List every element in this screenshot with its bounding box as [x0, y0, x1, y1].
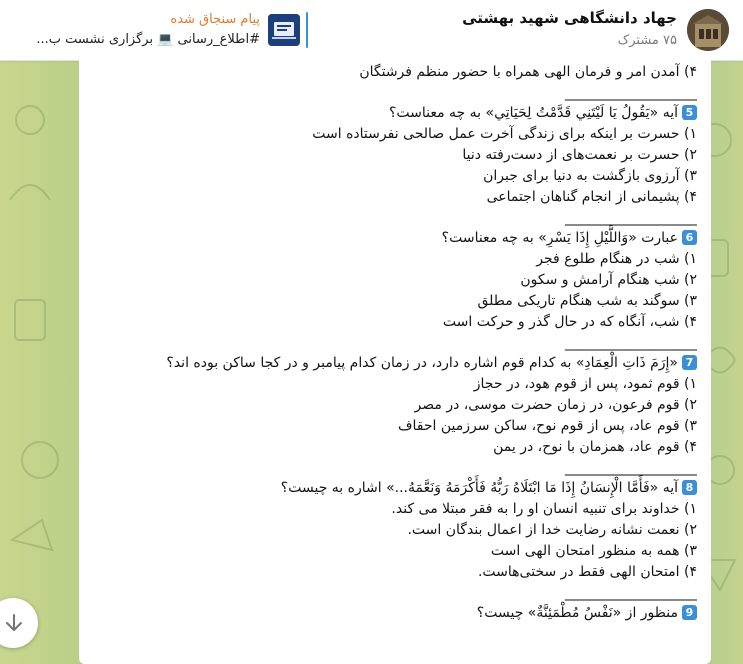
option-text: ۲) حسرت بر نعمت‌های از دست‌رفته دنیا: [462, 147, 697, 163]
option-text: ۳) آرزوی بازگشت به دنیا برای جبران: [483, 168, 697, 184]
question-label: آیه «يَقُولُ يَا لَيْتَنِي قَدَّمْتُ لِحَيَاتِي» به چه معناست؟: [388, 105, 678, 121]
option-text: ۳) همه به منظور امتحان الهی است: [490, 543, 697, 559]
pinned-thumbnail: [268, 14, 300, 46]
pinned-indicator-bar: [306, 12, 308, 48]
question-text: [93, 478, 697, 499]
question-text: [93, 228, 697, 249]
separator-line: ______________________: [565, 85, 697, 101]
option-text: ۱) قوم ثمود، پس از قوم هود، در حجاز: [473, 376, 697, 392]
option-text: ۴) پشیمانی از انجام گناهان اجتماعی: [486, 189, 697, 205]
separator-line: ______________________: [565, 460, 697, 476]
option-text: ۲) نعمت نشانه رضایت خدا از اعمال بندگان است.: [407, 522, 697, 538]
option-text: ۲) قوم فرعون، در زمان حضرت موسی، در مصر: [414, 397, 697, 413]
question-number-badge: 7: [682, 355, 697, 370]
separator-line: ______________________: [565, 210, 697, 226]
message-bubble: [79, 60, 711, 664]
pinned-text: #اطلاع_رسانی 💻 برگزاری نشست ب...: [36, 32, 260, 47]
subscriber-count: ۷۵ مشترک: [617, 33, 677, 48]
option-text: ۲) شب هنگام آرامش و سکون: [520, 272, 697, 288]
channel-title[interactable]: جهاد دانشگاهی شهید بهشتی: [462, 9, 677, 27]
pinned-message[interactable]: [8, 8, 308, 52]
separator-line: ______________________: [565, 335, 697, 351]
option-text: ۴) شب، آنگاه که در حال گذر و حرکت است: [442, 314, 697, 330]
channel-header[interactable]: [0, 0, 743, 61]
question-text: [93, 603, 697, 624]
question-number-badge: 9: [682, 605, 697, 620]
question-label: «إِرَمَ ذَاتِ الْعِمَادِ» به کدام قوم اشاره دارد، در زمان کدام پیامبر و در کجا ساکن بوده اند؟: [166, 355, 678, 371]
question-label: عبارت «وَاللَّيْلِ إِذَا يَسْرِ» به چه معناست؟: [441, 230, 678, 246]
question-number-badge: 6: [682, 230, 697, 245]
option-text: ۴) قوم عاد، همزمان با نوح، در یمن: [493, 439, 697, 455]
question-label: منظور از «نَفْسُ مُطْمَئِنَّةٌ» چیست؟: [476, 605, 678, 621]
option-text: ۱) شب در هنگام طلوع فجر: [536, 251, 697, 267]
option-text: ۳) سوگند به شب هنگام تاریکی مطلق: [477, 293, 697, 309]
question-label: آیه «فَأَمَّا الْإِنسَانُ إِذَا مَا ابْتَلَاهُ رَبُّهُ فَأَكْرَمَهُ وَنَعَّمَهُ...» اشاره به چیست؟: [280, 480, 678, 496]
channel-avatar[interactable]: [687, 9, 729, 51]
option-text: ۱) حسرت بر اینکه برای زندگی آخرت عمل صالحی نفرستاده است: [312, 126, 697, 142]
separator-line: ______________________: [565, 585, 697, 601]
question-text: [93, 353, 697, 374]
message-content: [79, 60, 711, 624]
option-text: ۴) آمدن امر و فرمان الهی همراه با حضور منظم فرشتگان: [359, 64, 697, 80]
question-number-badge: 5: [682, 105, 697, 120]
option-text: ۱) خداوند برای تنبیه انسان او را به فقر مبتلا می کند.: [391, 501, 697, 517]
question-text: [93, 103, 697, 124]
question-number-badge: 8: [682, 480, 697, 495]
option-text: ۳) قوم عاد، پس از قوم نوح، ساکن سرزمین احقاف: [397, 418, 697, 434]
pinned-label: پیام سنجاق شده: [170, 12, 260, 27]
option-text: ۴) امتحان الهی فقط در سختی‌هاست.: [477, 564, 697, 580]
arrow-down-icon: [5, 613, 23, 633]
